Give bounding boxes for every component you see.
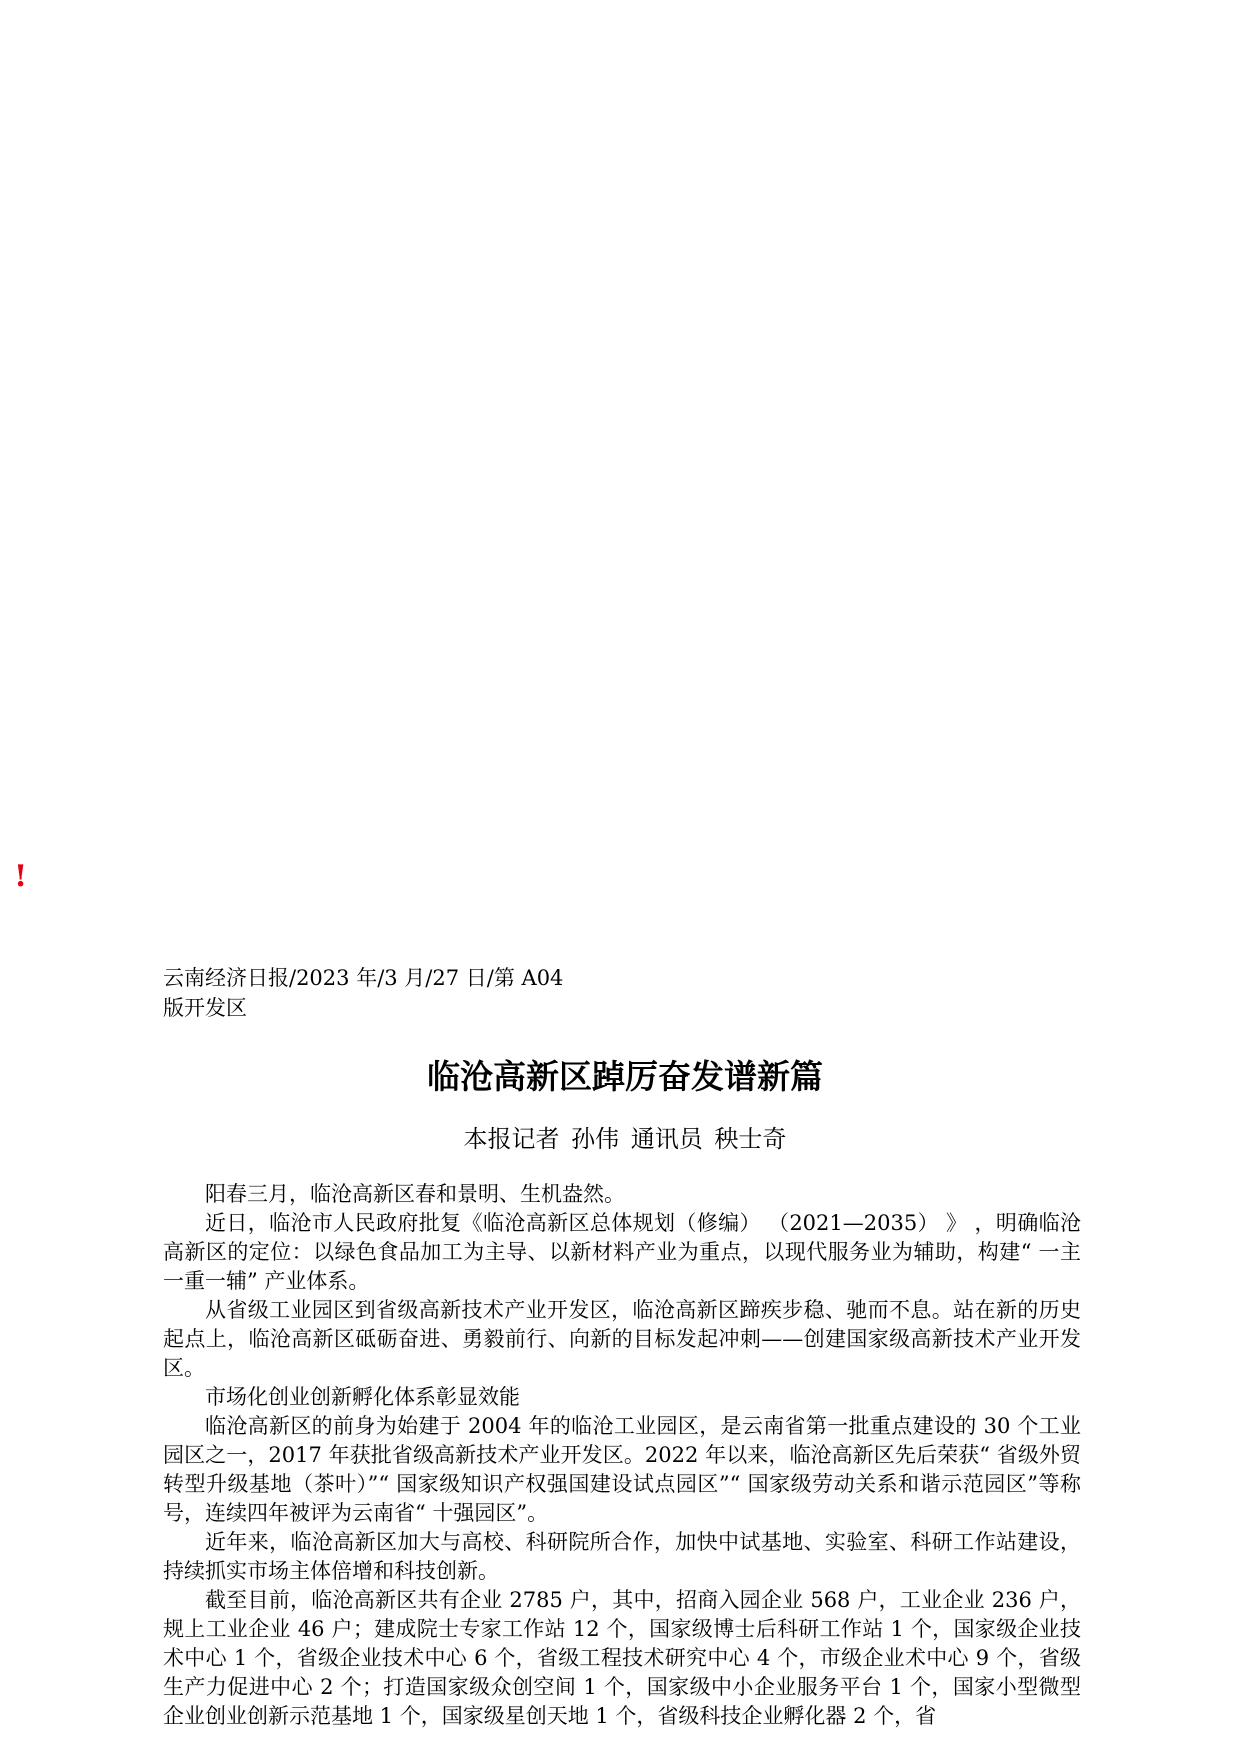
section-line: 版开发区	[163, 996, 247, 1020]
section-subheading: 市场化创业创新孵化体系彰显效能	[205, 1385, 520, 1409]
article-byline: 本报记者 孙伟 通讯员 秧士奇	[463, 1125, 787, 1153]
paragraph: 截至目前，临沧高新区共有企业 2785 户，其中，招商入园企业 568 户，工业企业 236 户，规上工业企业 46 户；建成院士专家工作站 12 个，国家级博士后科研工作站 1 个，国家级企业技术中心 1 个，省级企业技术中心 6 个，省级工程技术研究中心 4 个，市级企业术中心 9 个，省级生产力促进中心 2 个；打造国家级众创空间 1 个，国家级中小企业服务平台 1 个，国家小型微型企业创业创新示范基地 1 个，国家级星创天地 1 个，省级科技企业孵化器 2 个，省	[163, 1588, 1081, 1728]
warning-mark: !	[14, 859, 28, 894]
paragraph: 临沧高新区的前身为始建于 2004 年的临沧工业园区，是云南省第一批重点建设的 30 个工业园区之一，2017 年获批省级高新技术产业开发区。2022 年以来，临沧高新区先后荣获“ 省级外贸转型升级基地（茶叶）”“ 国家级知识产权强国建设试点园区”“ 国家级劳动关系和谐示范园区”等称号，连续四年被评为云南省“ 十强园区”。	[163, 1414, 1081, 1525]
paragraph: 近年来，临沧高新区加大与高校、科研院所合作，加快中试基地、实验室、科研工作站建设，持续抓实市场主体倍增和科技创新。	[163, 1530, 1081, 1583]
article-title: 临沧高新区踔厉奋发谱新篇	[427, 1057, 823, 1096]
paragraph: 阳春三月，临沧高新区春和景明、生机盎然。	[205, 1182, 625, 1206]
source-line: 云南经济日报/2023 年/3 月/27 日/第 A04	[163, 966, 564, 990]
paragraph: 从省级工业园区到省级高新技术产业开发区，临沧高新区蹄疾步稳、驰而不息。站在新的历史起点上，临沧高新区砥砺奋进、勇毅前行、向新的目标发起冲刺——创建国家级高新技术产业开发区。	[163, 1298, 1081, 1380]
paragraph: 近日，临沧市人民政府批复《临沧高新区总体规划（修编） （2021—2035） 》 ，明确临沧高新区的定位：以绿色食品加工为主导、以新材料产业为重点，以现代服务业为辅助，构建“ 一主一重一辅” 产业体系。	[163, 1211, 1081, 1293]
publication-header	[163, 963, 583, 1023]
article-body	[163, 1180, 1081, 1731]
